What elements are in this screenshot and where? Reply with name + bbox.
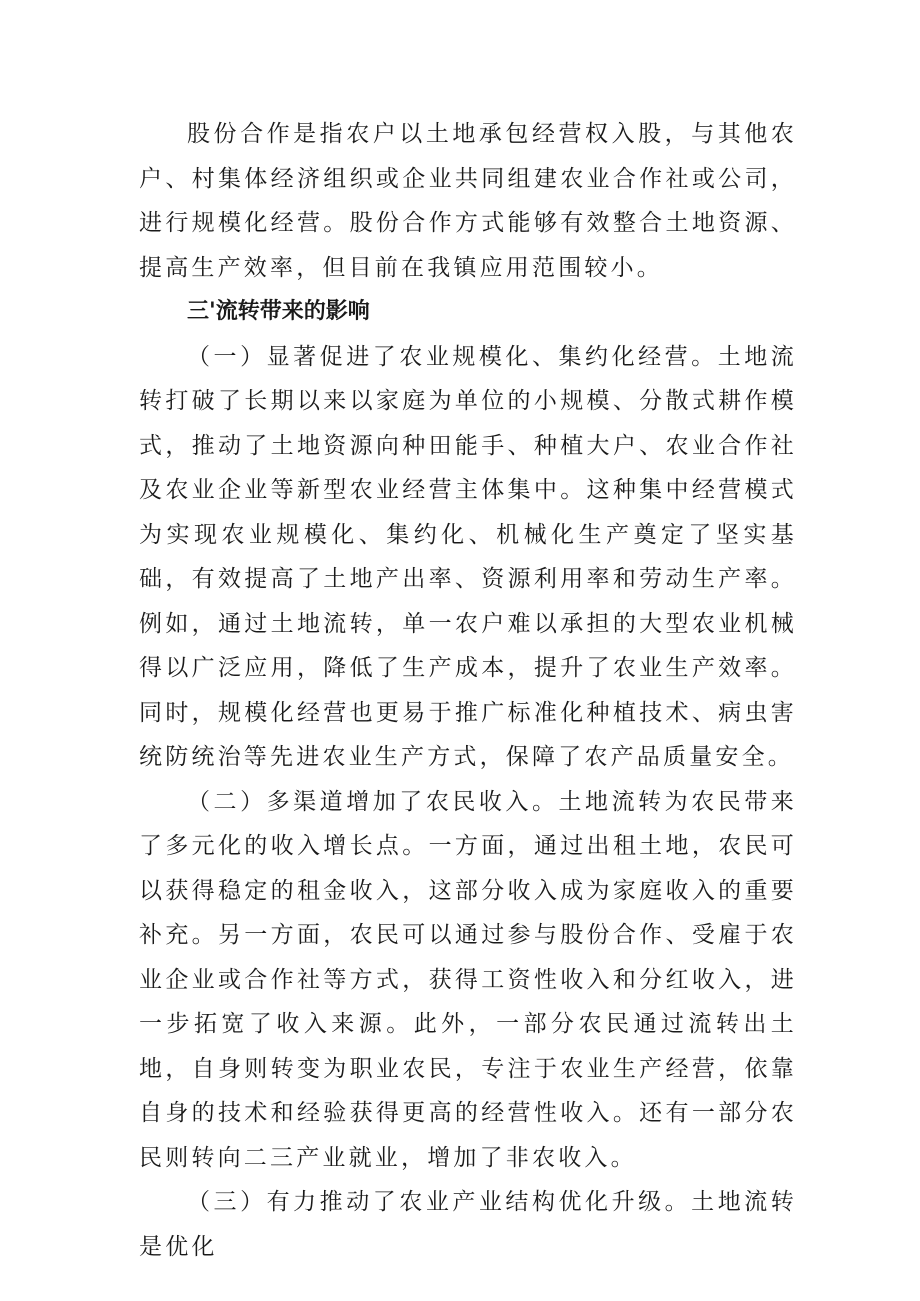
document-body [139, 112, 797, 1269]
paragraph-farmer-income: （二）多渠道增加了农民收入。土地流转为农民带来了多元化的收入增长点。一方面，通过出租土地，农民可以获得稳定的租金收入，这部分收入成为家庭收入的重要补充。另一方面，农民可以通过参与股份合作、受雇于农业企业或合作社等方式，获得工资性收入和分红收入，进一步拓宽了收入来源。此外，一部分农民通过流转出土地，自身则转变为职业农民，专注于农业生产经营，依靠自身的技术和经验获得更高的经营性收入。还有一部分农民则转向二三产业就业，增加了非农收入。 [139, 788, 797, 1171]
paragraph-share-cooperation: 股份合作是指农户以土地承包经营权入股，与其他农户、村集体经济组织或企业共同组建农业合作社或公司，进行规模化经营。股份合作方式能够有效整合土地资源、提高生产效率，但目前在我镇应用范围较小。 [139, 121, 797, 281]
paragraph-industry-structure: （三）有力推动了农业产业结构优化升级。土地流转是优化 [139, 1189, 797, 1260]
paragraph-scale-operation: （一）显著促进了农业规模化、集约化经营。土地流转打破了长期以来以家庭为单位的小规模、分散式耕作模式，推动了土地资源向种田能手、种植大户、农业合作社及农业企业等新型农业经营主体集中。这种集中经营模式为实现农业规模化、集约化、机械化生产奠定了坚实基础，有效提高了土地产出率、资源利用率和劳动生产率。例如，通过土地流转，单一农户难以承担的大型农业机械得以广泛应用，降低了生产成本，提升了农业生产效率。同时，规模化经营也更易于推广标准化种植技术、病虫害统防统治等先进农业生产方式，保障了农产品质量安全。 [139, 343, 797, 770]
section-heading: 三'流转带来的影响 [187, 299, 370, 324]
